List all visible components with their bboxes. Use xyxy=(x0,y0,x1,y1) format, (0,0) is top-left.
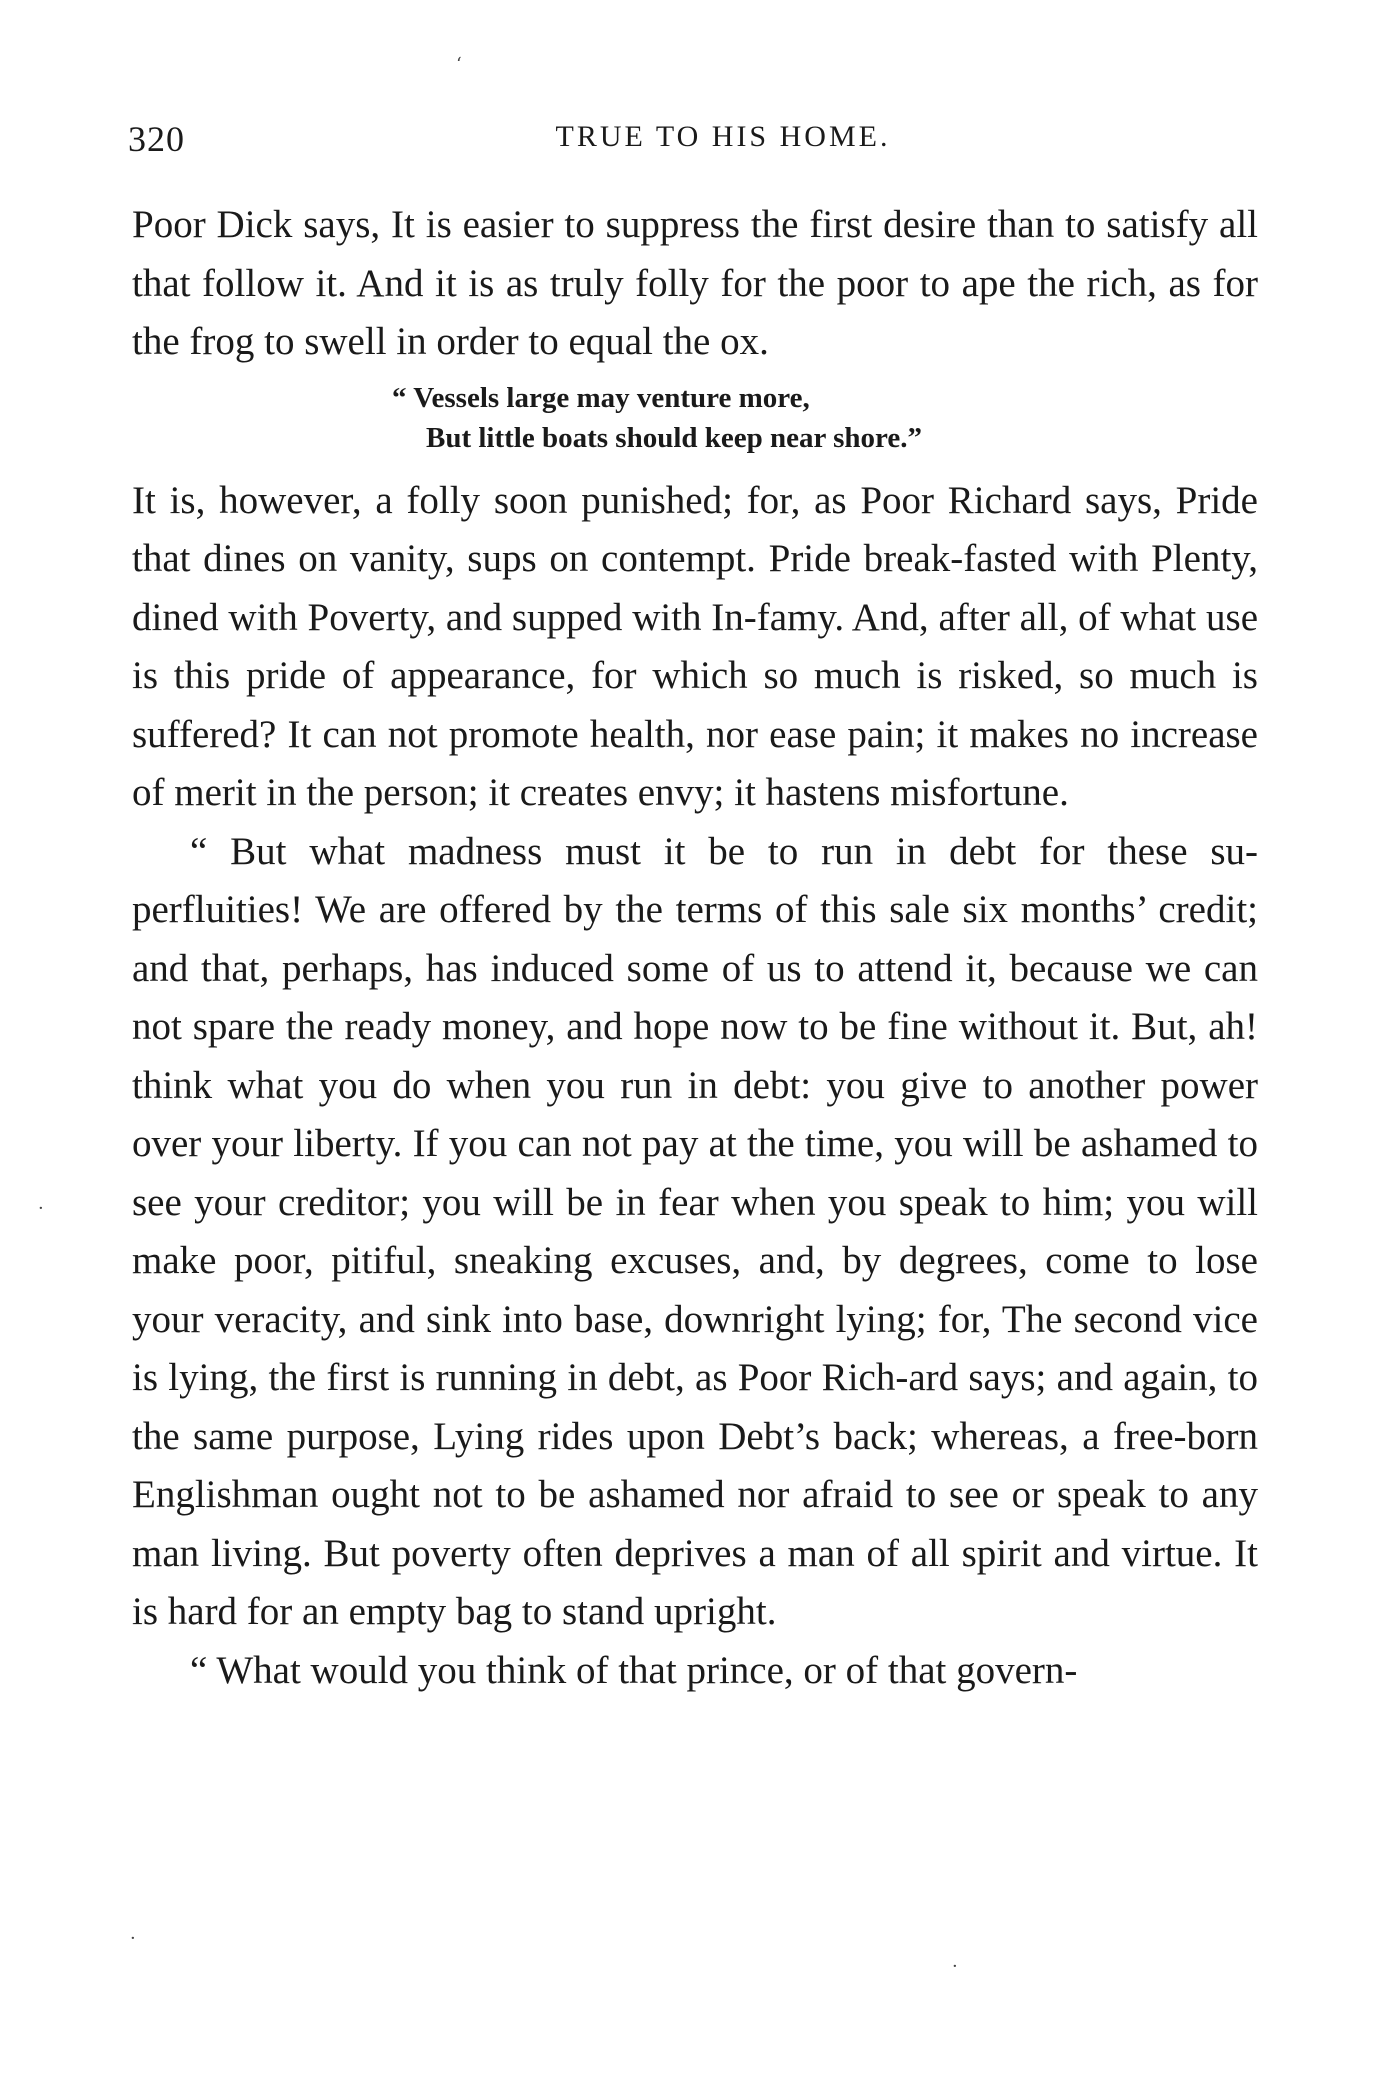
paragraph-4: “ What would you think of that prince, or of that govern- xyxy=(190,1648,1078,1692)
ink-speck-mark: · xyxy=(130,1928,136,1949)
paragraph-1: Poor Dick says, It is easier to suppress the first desire than to satisfy all that follow it. And it is as truly folly for the poor to ape the rich, as for the frog to swell in order to equal the ox. xyxy=(132,203,1258,363)
running-header xyxy=(128,118,1258,168)
verse-line-1: “ Vessels large may venture more, xyxy=(392,381,810,414)
ink-speck-mark: · xyxy=(38,1198,44,1219)
page-number: 320 xyxy=(128,119,185,159)
ink-speck-mark: · xyxy=(952,1956,958,1977)
running-title: TRUE TO HIS HOME. xyxy=(555,120,891,153)
verse-quote xyxy=(132,378,1258,458)
verse-line-2: But little boats should keep near shore.” xyxy=(426,421,923,454)
paragraph-2: It is, however, a folly soon punished; for, as Poor Richard says, Pride that dines on vanity, sups on contempt. Pride break-fasted with Plenty, dined with Poverty, and supped with In-famy. And, after all, of what use is this pride of appearance, for which so much is risked, so much is suffered? It can not promote health, nor ease pain; it makes no increase of merit in the person; it creates envy; it hastens misfortune. xyxy=(132,478,1258,814)
ink-speck-mark: ‘ xyxy=(456,54,462,75)
paragraph-3: “ But what madness must it be to run in debt for these su-perfluities! We are offered by the terms of this sale six months’ credit; and that, perhaps, has induced some of us to attend it, because we can not spare the ready money, and hope now to be fine without it. But, ah! think what you do when you run in debt: you give to another power over your liberty. If you can not pay at the time, you will be ashamed to see your creditor; you will be in fear when you speak to him; you will make poor, pitiful, sneaking excuses, and, by degrees, come to lose your veracity, and sink into base, downright lying; for, The second vice is lying, the first is running in debt, as Poor Rich-ard says; and again, to the same purpose, Lying rides upon Debt’s back; whereas, a free-born Englishman ought not to be ashamed nor afraid to see or speak to any man living. But poverty often deprives a man of all spirit and virtue. It is hard for an empty bag to stand upright. xyxy=(132,829,1258,1633)
body-text xyxy=(132,196,1258,1700)
